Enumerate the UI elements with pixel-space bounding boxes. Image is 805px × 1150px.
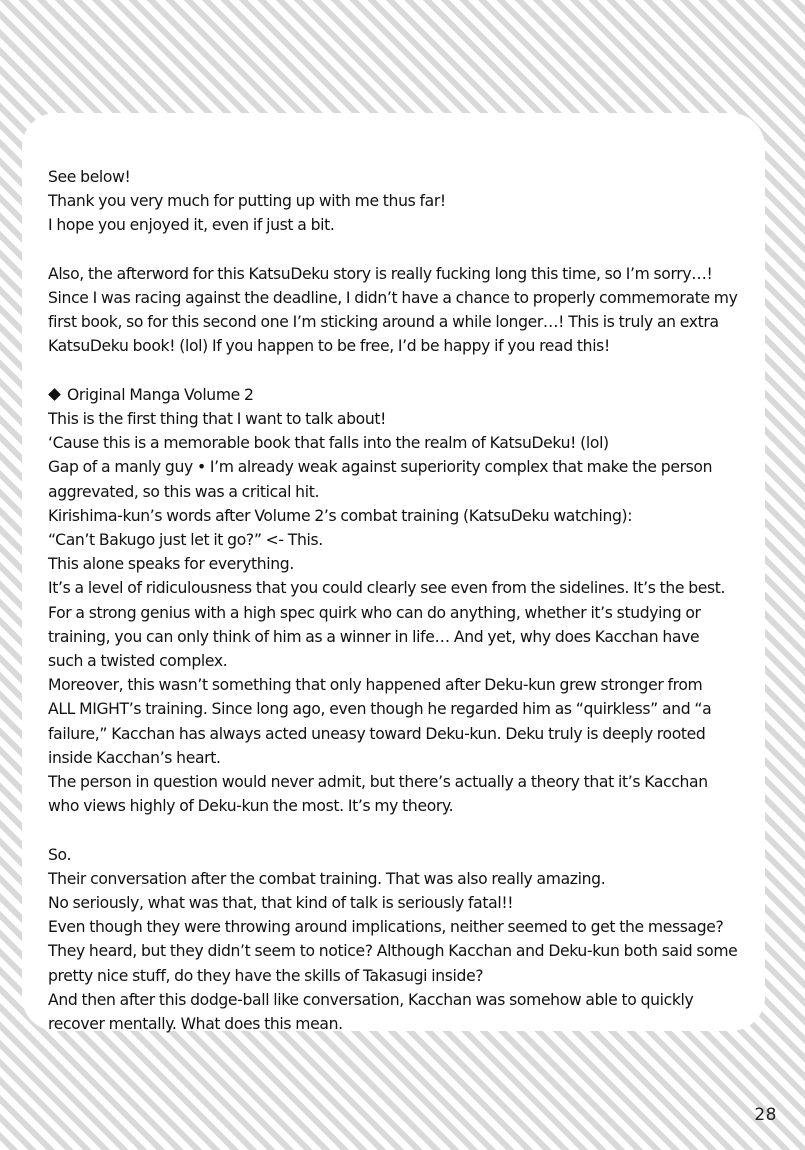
- text-line: Gap of a manly guy • I’m already weak against superiority complex that make the person: [48, 458, 713, 477]
- afterword-panel: [22, 113, 765, 1034]
- text-line: ALL MIGHT’s training. Since long ago, even though he regarded him as “quirkless” and “a: [48, 700, 712, 719]
- text-line: KatsuDeku book! (lol) If you happen to be free, I’d be happy if you read this!: [48, 337, 610, 356]
- text-line: inside Kacchan’s heart.: [48, 748, 221, 767]
- text-line: Thank you very much for putting up with me thus far!: [48, 192, 446, 211]
- text-line: “Can’t Bakugo just let it go?” <- This.: [48, 531, 323, 550]
- text-line: I hope you enjoyed it, even if just a bit.: [48, 216, 335, 235]
- text-line: who views highly of Deku-kun the most. It’s my theory.: [48, 797, 454, 816]
- section-heading-text: Original Manga Volume 2: [67, 385, 254, 404]
- text-line: They heard, but they didn’t seem to notice? Although Kacchan and Deku-kun both said some: [48, 942, 738, 961]
- text-line: training, you can only think of him as a winner in life… And yet, why does Kacchan have: [48, 627, 700, 646]
- text-line: See below!: [48, 168, 131, 186]
- text-line: It’s a level of ridiculousness that you could clearly see even from the sidelines. It’s the best.: [48, 579, 726, 598]
- text-line: Their conversation after the combat training. That was also really amazing.: [48, 869, 606, 888]
- section-heading: [48, 383, 748, 407]
- text-line: failure,” Kacchan has always acted uneasy toward Deku-kun. Deku truly is deeply rooted: [48, 724, 706, 743]
- text-line: Moreover, this wasn’t something that only happened after Deku-kun grew stronger from: [48, 676, 703, 695]
- text-line: pretty nice stuff, do they have the skills of Takasugi inside?: [48, 966, 484, 985]
- text-line: No seriously, what was that, that kind of talk is seriously fatal!!: [48, 894, 514, 913]
- section-paragraph: [48, 383, 748, 819]
- diamond-bullet-icon: [48, 388, 61, 401]
- afterword-text: [48, 165, 748, 1060]
- text-line: The person in question would never admit, but there’s actually a theory that it’s Kacchan: [48, 773, 708, 792]
- text-line: first book, so for this second one I’m sticking around a while longer…! This is truly an extra: [48, 313, 719, 332]
- text-line: For a strong genius with a high spec quirk who can do anything, whether it’s studying or: [48, 603, 701, 622]
- text-line: Even though they were throwing around implications, neither seemed to get the message?: [48, 918, 724, 937]
- text-line: This is the first thing that I want to talk about!: [48, 410, 387, 428]
- text-line: So.: [48, 845, 72, 864]
- page-number: 28: [754, 1105, 777, 1125]
- closing-paragraph: [48, 843, 748, 1037]
- text-line: recover mentally. What does this mean.: [48, 1015, 343, 1034]
- text-line: Also, the afterword for this KatsuDeku story is really fucking long this time, so I’m sorry…!: [48, 264, 713, 283]
- text-line: And then after this dodge-ball like conversation, Kacchan was somehow able to quickly: [48, 990, 694, 1009]
- text-line: Kirishima-kun’s words after Volume 2’s combat training (KatsuDeku watching):: [48, 506, 633, 525]
- text-line: such a twisted complex.: [48, 652, 228, 671]
- apology-paragraph: [48, 262, 748, 359]
- text-line: This alone speaks for everything.: [48, 555, 294, 574]
- text-line: ‘Cause this is a memorable book that falls into the realm of KatsuDeku! (lol): [48, 434, 609, 453]
- text-line: Since I was racing against the deadline, I didn’t have a chance to properly commemorate my: [48, 289, 738, 307]
- text-line: aggrevated, so this was a critical hit.: [48, 482, 320, 501]
- intro-paragraph: [48, 165, 748, 238]
